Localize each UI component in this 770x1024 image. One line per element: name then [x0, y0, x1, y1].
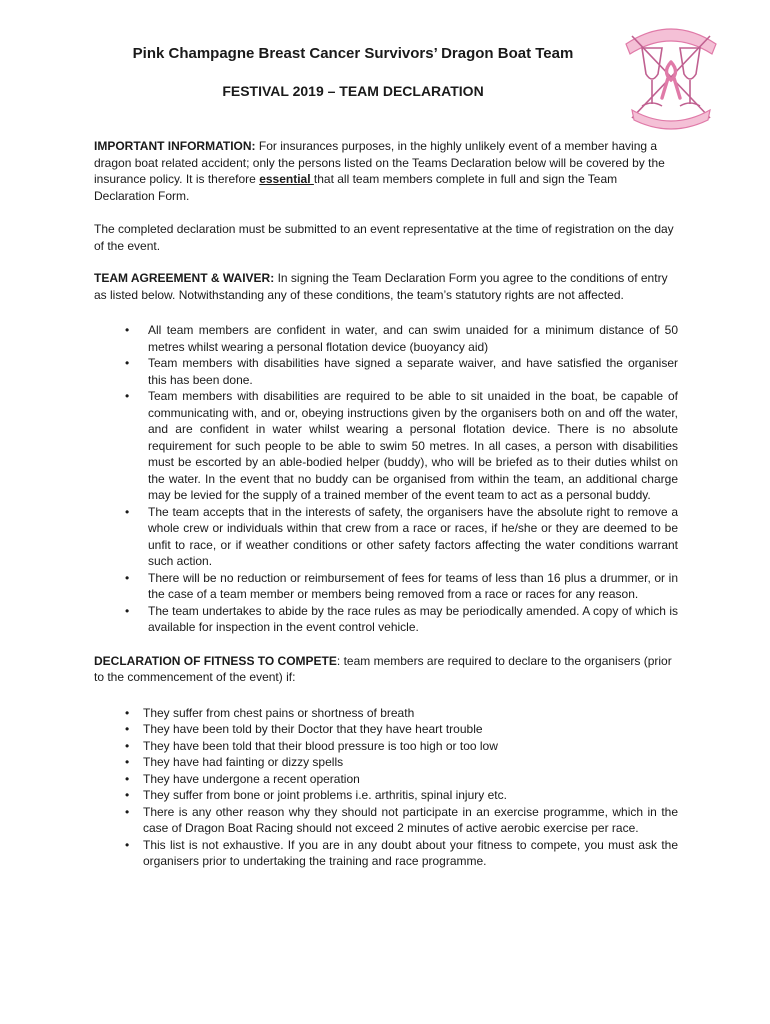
list-item — [94, 738, 678, 755]
list-item-text: Team members with disabilities are required to be able to sit unaided in the boat, be capable of communicating with, and or, obeying instructions given by the organisers both on and off the water, and are confident in water whilst wearing a personal flotation device. There is no absolute requirement for such people to be able to swim 50 metres. In all cases, a person with disabilities must be escorted by an able-bodied helper (buddy), who will be briefed as to their duties whilst on the water. In the event that no buddy can be organised from within the team, an additional charge may be levied for the supply of a trained member of the event team to act as a personal buddy. — [148, 389, 678, 502]
bullet-icon: • — [125, 323, 130, 337]
agreement-text: In signing the Team Declaration Form you agree to the conditions of entry as listed below. Notwithstanding any of these conditions, the team’s statutory rights are not affected. — [94, 271, 668, 302]
list-item-text: Team members with disabilities have signed a separate waiver, and have satisfied the organiser this has been done. — [148, 356, 678, 387]
team-logo — [612, 14, 730, 132]
list-item — [94, 721, 678, 738]
list-item — [94, 804, 678, 837]
fitness-label: DECLARATION OF FITNESS TO COMPETE — [94, 653, 337, 668]
list-item-text: They suffer from bone or joint problems i.e. arthritis, spinal injury etc. — [143, 788, 507, 802]
team-title: Pink Champagne Breast Cancer Survivors’ Dragon Boat Team — [132, 45, 574, 62]
bullet-icon: • — [125, 722, 130, 736]
important-label: IMPORTANT INFORMATION: — [94, 139, 256, 153]
list-item-text: They have been told by their Doctor that they have heart trouble — [143, 722, 483, 736]
bullet-icon: • — [125, 705, 130, 720]
list-item — [94, 754, 678, 771]
document-body — [94, 138, 678, 886]
list-item-text: They have been told that their blood pressure is too high or too low — [143, 738, 498, 753]
list-item — [94, 322, 678, 355]
bullet-icon: • — [125, 837, 130, 852]
bullet-icon: • — [125, 603, 130, 618]
list-item — [94, 705, 678, 722]
festival-title: FESTIVAL 2019 – TEAM DECLARATION — [222, 83, 484, 99]
fitness-paragraph — [94, 653, 678, 686]
list-item-text: They suffer from chest pains or shortness of breath — [143, 705, 415, 720]
list-item-text: The team undertakes to abide by the race rules as may be periodically amended. A copy of which is available for inspection in the event control vehicle. — [148, 603, 678, 634]
fitness-list — [94, 705, 678, 870]
list-item — [94, 603, 678, 636]
important-text-b: that all team members complete in full and sign the Team Declaration Form. — [94, 172, 618, 203]
important-text-a: For insurances purposes, in the highly unlikely event of a member having a dragon boat related accident; only the persons listed on the Teams Declaration below will be covered by the insurance policy. It is therefore — [94, 139, 665, 186]
list-item-text: There is any other reason why they should not participate in an exercise programme, which in the case of Dragon Boat Racing should not exceed 2 minutes of active aerobic exercise per race. — [143, 804, 678, 835]
list-item — [94, 504, 678, 570]
list-item-text: This list is not exhaustive. If you are in any doubt about your fitness to compete, you must ask the organisers prior to undertaking the training and race programme. — [143, 837, 678, 868]
bullet-icon: • — [125, 788, 130, 802]
list-item — [94, 355, 678, 388]
list-item — [94, 771, 678, 788]
bullet-icon: • — [125, 755, 130, 769]
list-item — [94, 787, 678, 804]
list-item — [94, 388, 678, 504]
agreement-list — [94, 322, 678, 636]
bullet-icon: • — [125, 570, 130, 585]
fitness-text: : team members are required to declare to the organisers (prior to the commencement of the event) if: — [94, 653, 672, 684]
submission-paragraph: The completed declaration must be submitted to an event representative at the time of registration on the day of the event. — [94, 222, 674, 253]
bullet-icon: • — [125, 356, 130, 370]
list-item-text: They have had fainting or dizzy spells — [143, 755, 344, 769]
important-paragraph — [94, 138, 678, 204]
bullet-icon: • — [125, 771, 130, 786]
list-item-text: All team members are confident in water, and can swim unaided for a minimum distance of 50 metres whilst wearing a personal flotation device (buoyancy aid) — [148, 323, 678, 354]
agreement-paragraph — [94, 270, 678, 303]
agreement-label: TEAM AGREEMENT & WAIVER: — [94, 271, 275, 285]
list-item-text: The team accepts that in the interests of safety, the organisers have the absolute right to remove a whole crew or individuals within that crew from a race or races, if he/she or they are deemed to be unfit to race, or if weather conditions or other safety factors affecting the water conditions warrant such action. — [148, 504, 678, 568]
bullet-icon: • — [125, 389, 130, 403]
bullet-icon: • — [125, 504, 130, 519]
bullet-icon: • — [125, 738, 130, 753]
bullet-icon: • — [125, 804, 130, 819]
list-item — [94, 837, 678, 870]
essential-word: essential — [259, 172, 314, 186]
list-item-text: They have undergone a recent operation — [143, 771, 360, 786]
list-item — [94, 570, 678, 603]
list-item-text: There will be no reduction or reimbursement of fees for teams of less than 16 plus a drummer, or in the case of a team member or members being removed from a race or races for any reason. — [148, 570, 678, 601]
